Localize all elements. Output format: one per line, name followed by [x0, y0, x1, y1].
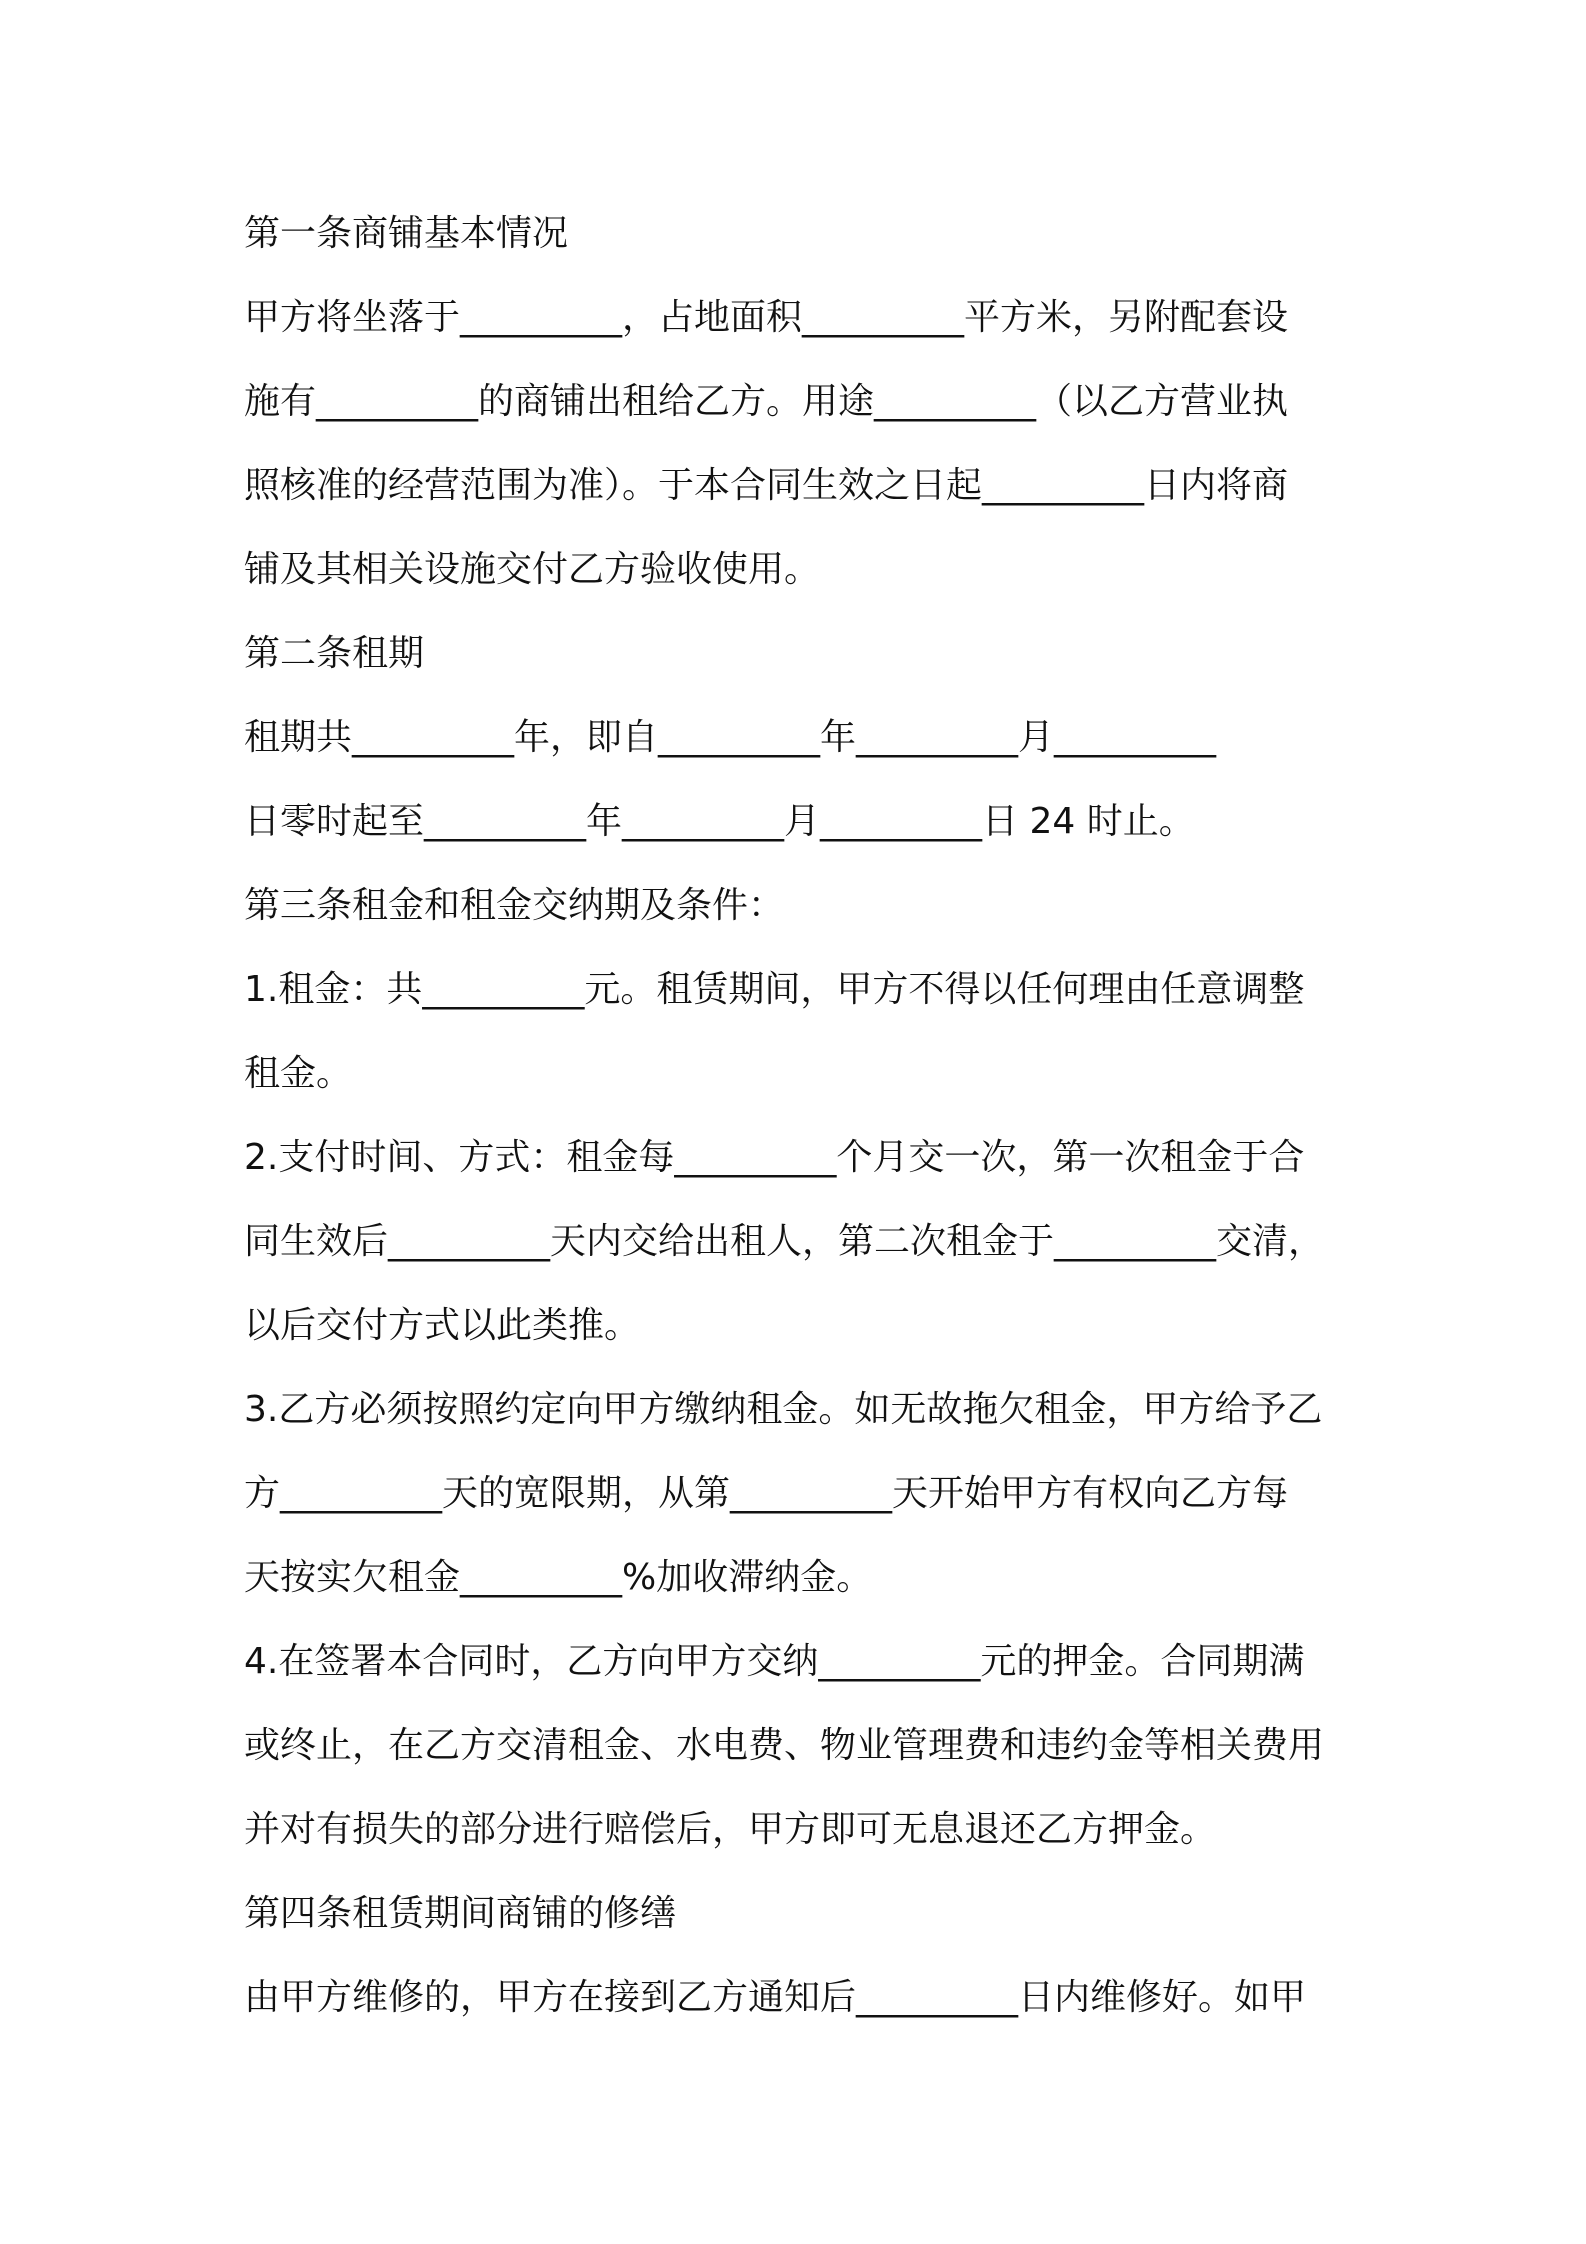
paragraph-line: 施有_________的商铺出租给乙方。用途_________（以乙方营业执	[244, 381, 1289, 422]
heading-article-4: 第四条租赁期间商铺的修缮	[244, 1893, 677, 1934]
paragraph-line: 日零时起至_________年_________月_________日 24 时止。	[244, 801, 1195, 842]
heading-article-1: 第一条商铺基本情况	[244, 213, 569, 254]
heading-article-2: 第二条租期	[244, 633, 425, 674]
paragraph-line: 4.在签署本合同时，乙方向甲方交纳_________元的押金。合同期满	[244, 1641, 1305, 1682]
paragraph-line: 由甲方维修的，甲方在接到乙方通知后_________日内维修好。如甲	[244, 1977, 1307, 2018]
paragraph-line: 3.乙方必须按照约定向甲方缴纳租金。如无故拖欠租金，甲方给予乙	[244, 1389, 1323, 1430]
paragraph-line: 或终止，在乙方交清租金、水电费、物业管理费和违约金等相关费用	[244, 1725, 1325, 1766]
paragraph-line: 并对有损失的部分进行赔偿后，甲方即可无息退还乙方押金。	[244, 1809, 1217, 1850]
paragraph-line: 2.支付时间、方式：租金每_________个月交一次，第一次租金于合	[244, 1137, 1305, 1178]
paragraph-line: 铺及其相关设施交付乙方验收使用。	[244, 549, 821, 590]
paragraph-line: 租金。	[244, 1053, 353, 1094]
paragraph-line: 租期共_________年，即自_________年_________月_________	[244, 717, 1217, 758]
paragraph-line: 1.租金：共_________元。租赁期间，甲方不得以任何理由任意调整	[244, 969, 1305, 1010]
paragraph-line: 同生效后_________天内交给出租人，第二次租金于_________交清，	[244, 1221, 1325, 1262]
paragraph-line: 天按实欠租金_________%加收滞纳金。	[244, 1557, 873, 1598]
paragraph-line: 甲方将坐落于_________，占地面积_________平方米，另附配套设	[244, 297, 1289, 338]
paragraph-line: 以后交付方式以此类推。	[244, 1305, 641, 1346]
contract-body	[244, 192, 1364, 2040]
paragraph-line: 方_________天的宽限期，从第_________天开始甲方有权向乙方每	[244, 1473, 1289, 1514]
heading-article-3: 第三条租金和租金交纳期及条件：	[244, 885, 785, 926]
paragraph-line: 照核准的经营范围为准）。于本合同生效之日起_________日内将商	[244, 465, 1289, 506]
